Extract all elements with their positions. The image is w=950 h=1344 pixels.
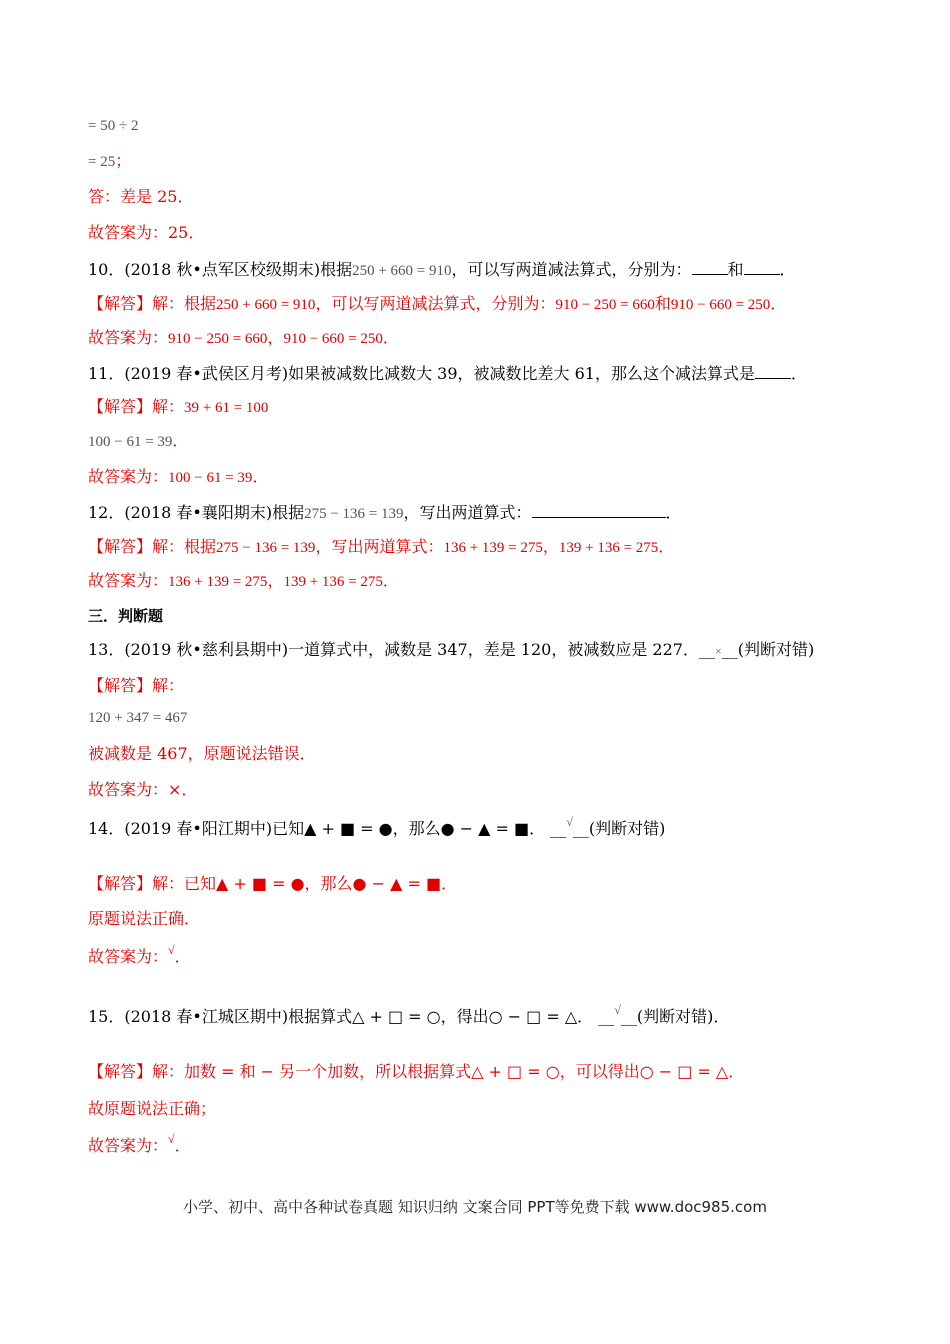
question-14-solution: 【解答】解：已知▲ + ■ = ●，那么● − ▲ = ■． xyxy=(88,874,458,893)
blank xyxy=(755,362,791,379)
page-footer: 小学、初中、高中各种试卷真题 知识归纳 文案合同 PPT等免费下载 www.doc985.com xyxy=(183,1198,767,1216)
question-12-solution: 【解答】解：根据275 − 136 = 139，写出两道算式：136 + 139 = 275，139 + 136 = 275． xyxy=(88,537,675,556)
question-14-final: 故答案为：√． xyxy=(88,943,191,966)
question-14: 14．(2019 春•阳江期中)已知▲ + ■ = ●，那么● − ▲ = ■． __√__(判断对错) xyxy=(88,815,666,838)
section-heading: 三．判断题 xyxy=(88,607,164,625)
question-10-final: 故答案为：910 − 250 = 660，910 − 660 = 250． xyxy=(88,328,399,347)
question-12-final: 故答案为：136 + 139 = 275，139 + 136 = 275． xyxy=(88,571,399,590)
question-15: 15．(2018 春•江城区期中)根据算式△ + □ = ○，得出○ − □ = △． __√__(判断对错)． xyxy=(88,1003,730,1026)
blank xyxy=(692,258,728,275)
question-10: 10．(2018 秋•点军区校级期末)根据250 + 660 = 910，可以写两道减法算式，分别为： 和 ． xyxy=(88,260,796,279)
blank xyxy=(532,501,666,518)
question-11: 11．(2019 春•武侯区月考)如果被减数比减数大 39，被减数比差大 61，那么这个减法算式是 ． xyxy=(88,364,807,383)
question-13-calc: 120 + 347 = 467 xyxy=(88,710,188,726)
question-11-final: 故答案为：100 − 61 = 39． xyxy=(88,467,269,486)
question-10-solution: 【解答】解：根据250 + 660 = 910，可以写两道减法算式，分别为：910 − 250 = 660和910 − 660 = 250． xyxy=(88,294,787,313)
line-calc-1: = 50 ÷ 2 xyxy=(88,118,139,134)
question-15-explain: 故原题说法正确； xyxy=(88,1099,217,1118)
question-11-solution-2: 100 − 61 = 39． xyxy=(88,431,189,450)
final-answer-line: 故答案为：25． xyxy=(88,223,205,242)
question-12: 12．(2018 春•襄阳期末)根据275 − 136 = 139，写出两道算式： ． xyxy=(88,503,682,522)
question-14-explain: 原题说法正确． xyxy=(88,909,201,928)
question-15-solution: 【解答】解：加数 = 和 − 另一个加数，所以根据算式△ + □ = ○，可以得出○ − □ = △． xyxy=(88,1062,745,1081)
line-calc-2: = 25； xyxy=(88,151,132,170)
question-13: 13．(2019 秋•慈利县期中)一道算式中，减数是 347，差是 120，被减数应是 227．__×__(判断对错) xyxy=(88,640,815,659)
question-11-solution: 【解答】解：39 + 61 = 100 xyxy=(88,397,269,416)
question-15-final: 故答案为：√． xyxy=(88,1132,191,1155)
question-13-explain: 被减数是 467，原题说法错误． xyxy=(88,744,316,763)
question-13-solution: 【解答】解： xyxy=(88,676,185,695)
blank xyxy=(744,258,780,275)
answer-line: 答：差是 25． xyxy=(88,187,194,206)
question-13-final: 故答案为：×． xyxy=(88,780,198,799)
